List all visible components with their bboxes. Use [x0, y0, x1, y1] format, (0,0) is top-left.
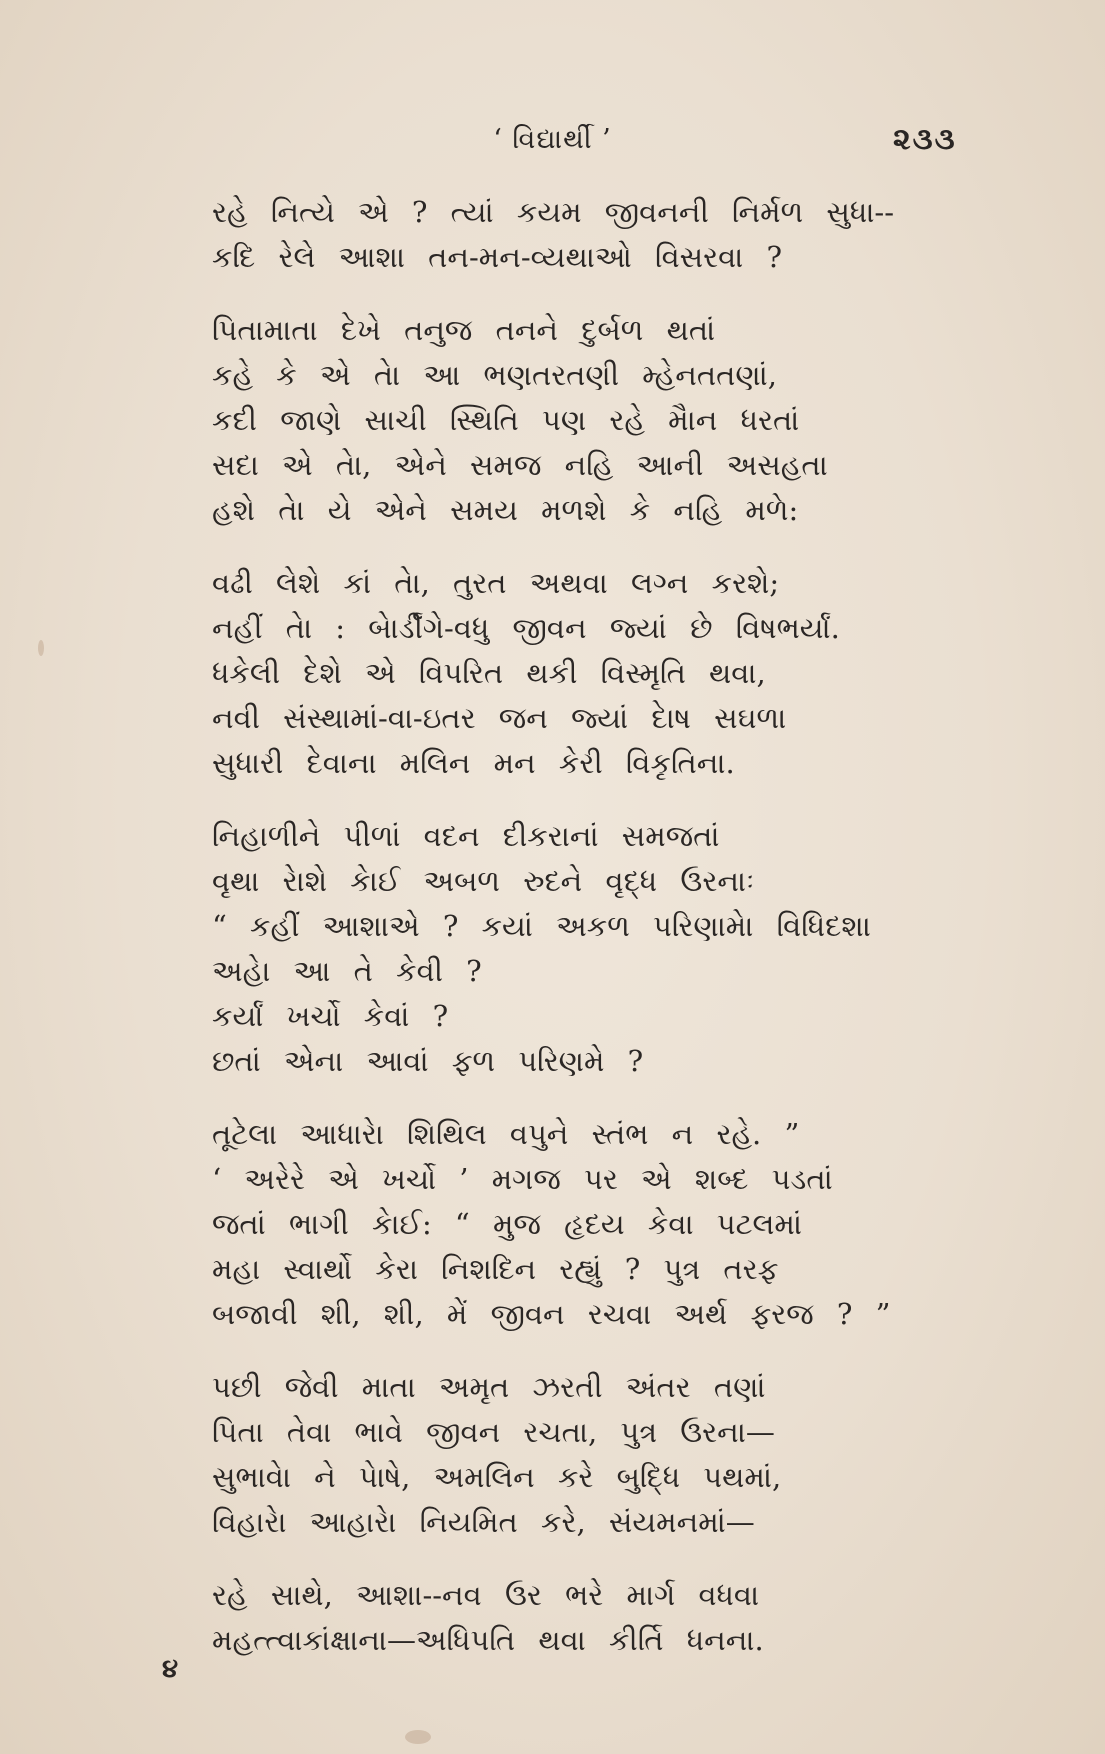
- page-number: ૨૩૩: [893, 122, 957, 157]
- poem-line: બજાવી શી, શી, મેં જીવન રચવા અર્થ ફરજ ? ”: [212, 1297, 891, 1331]
- poem-line: કદિ રેલે આશા તન-મન-વ્યથાઓ વિસરવા ?: [212, 240, 783, 274]
- stanza: [212, 1365, 812, 1545]
- poem-line: વઢી લેશે કાં તેા, તુરત અથવા લગ્ન કરશે;: [212, 566, 780, 600]
- stanza: [212, 308, 828, 533]
- poem-line: પિતા તેવા ભાવે જીવન રચતા, પુત્ર ઉરના—: [212, 1415, 775, 1449]
- poem-line: પિતામાતા દેખે તનુજ તનને દુર્બળ થતાં: [212, 313, 716, 347]
- poem-line: નહીં તેા : બેાર્ડીંગે-વધુ જીવન જ્યાં છે વિષભર્યાં.: [212, 611, 840, 645]
- poem-line: વૃથા રેાશે કેાઈ અબળ રુદને વૃદ્ધ ઉરનાઃ: [212, 864, 755, 898]
- stanza: [212, 561, 840, 786]
- stanza: [212, 1112, 891, 1337]
- poem-line: કર્યાં ખર્ચો કેવાં ?: [212, 999, 449, 1033]
- stanza: [212, 1573, 812, 1663]
- poem-body: [212, 190, 895, 1691]
- stanza: [212, 814, 871, 1084]
- running-title: ‘ વિદ્યાર્થી ’: [493, 124, 612, 155]
- poem-line: ‘ અરેરે એ ખર્ચો ’ મગજ પર એ શબ્દ પડતાં: [212, 1162, 833, 1196]
- poem-line: જતાં ભાગી કેાઈ: “ મુજ હૃદય કેવા પટલમાં: [212, 1207, 802, 1241]
- paper-stain: [405, 1730, 431, 1744]
- poem-line: રહે સાથે, આશા--નવ ઉર ભરે માર્ગ વધવા: [212, 1578, 760, 1612]
- poem-line: મહત્ત્વાકાંક્ષાના—અધિપતિ થવા કીર્તિ ધનના.: [212, 1623, 764, 1657]
- poem-line: મહા સ્વાર્થો કેરા નિશદિન રહ્યું ? પુત્ર તરફ: [212, 1252, 779, 1286]
- poem-line: કહે કે એ તેા આ ભણતરતણી મ્હેનતતણાં,: [212, 358, 777, 392]
- poem-line: કદી જાણે સાચી સ્થિતિ પણ રહે મૈાન ધરતાં: [212, 403, 800, 437]
- poem-line: “ કહીં આશાએ ? કયાં અકળ પરિણામેા વિધિદશા: [212, 909, 871, 943]
- poem-line: સુધારી દેવાના મલિન મન કેરી વિકૃતિના.: [212, 746, 735, 780]
- paper-stain: [38, 640, 44, 656]
- poem-line: વિહારેા આહારેા નિયમિત કરે, સંયમનમાં—: [212, 1505, 755, 1539]
- poem-line: નવી સંસ્થામાં-વા-ઇતર જન જ્યાં દેાષ સઘળા: [212, 701, 787, 735]
- poem-line: સદા એ તેા, એને સમજ નહિ આની અસહતા: [212, 448, 828, 482]
- poem-line: સુભાવેા ને પેાષે, અમલિન કરે બુદ્ધિ પથમાં,: [212, 1460, 782, 1494]
- poem-line: પછી જેવી માતા અમૃત ઝરતી અંતર તણાં: [212, 1370, 766, 1404]
- stanza: [212, 190, 895, 280]
- poem-line: ધકેલી દેશે એ વિપરિત થકી વિસ્મૃતિ થવા,: [212, 656, 766, 690]
- poem-line: રહે નિત્યે એ ? ત્યાં કયમ જીવનની નિર્મળ સુધા--: [212, 195, 895, 229]
- poem-line: અહેા આ તે કેવી ?: [212, 954, 482, 988]
- poem-line: હશે તેા યે એને સમય મળશે કે નહિ મળે:: [212, 493, 799, 527]
- signature-mark: ૪: [162, 1654, 179, 1684]
- poem-line: છતાં એના આવાં ફળ પરિણમે ?: [212, 1044, 644, 1078]
- poem-line: તૂટેલા આધારેા શિથિલ વપુને સ્તંભ ન રહે. ”: [212, 1117, 800, 1151]
- poem-line: નિહાળીને પીળાં વદન દીકરાનાં સમજતાં: [212, 819, 720, 853]
